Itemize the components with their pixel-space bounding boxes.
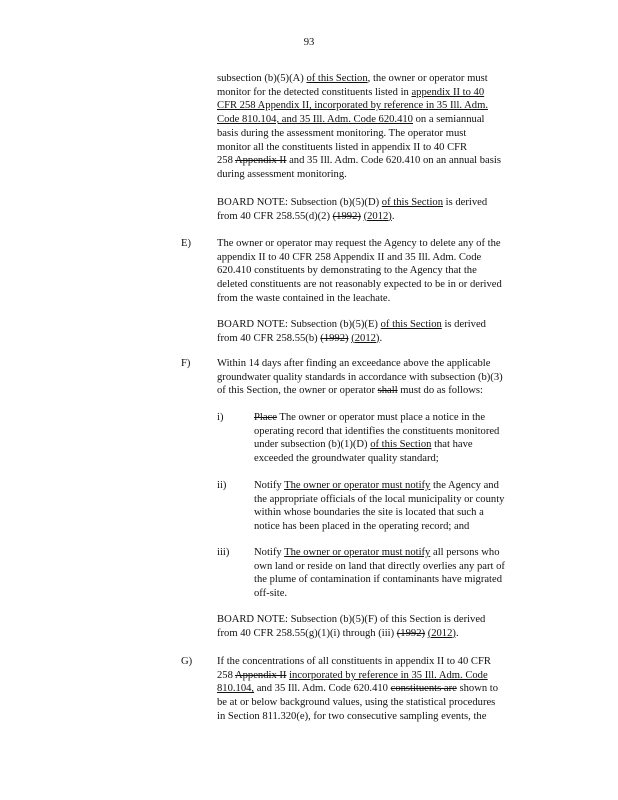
text-line: 258 Appendix II incorporated by reference in 35 Ill. Adm. Code (217, 669, 488, 681)
item-f-text (217, 357, 542, 398)
item-e-label: E) (181, 238, 191, 249)
board-note-3 (217, 613, 542, 640)
text-line: monitor all the constituents listed in appendix II to 40 CFR (217, 141, 468, 153)
text-line: the appropriate officials of the local municipality or county (254, 493, 505, 505)
paragraph-top (217, 72, 542, 182)
text-line: deleted constituents are not reasonably expected to be in or derived (217, 279, 502, 291)
text-line: 810.104, and 35 Ill. Adm. Code 620.410 constituents are shown to (217, 683, 499, 695)
text-line: BOARD NOTE: Subsection (b)(5)(D) of this Section is derived (217, 197, 488, 208)
board-note-1 (217, 196, 542, 223)
sub-ii-label: ii) (217, 480, 227, 491)
item-e-text (217, 237, 542, 306)
text-line: Notify The owner or operator must notify the Agency and (254, 480, 499, 491)
text-line: basis during the assessment monitoring. The operator must (217, 127, 467, 139)
text-line: appendix II to 40 CFR 258 Appendix II and 35 Ill. Adm. Code (217, 251, 482, 263)
text-line: off-site. (254, 588, 288, 600)
text-line: from 40 CFR 258.55(g)(1)(i) through (iii) (1992) (2012). (217, 627, 459, 639)
text-line: monitor for the detected constituents listed in appendix II to 40 (217, 86, 485, 98)
text-line: subsection (b)(5)(A) of this Section, the owner or operator must (217, 73, 488, 84)
text-line: under subsection (b)(1)(D) of this Section that have (254, 439, 473, 451)
text-line: Code 810.104, and 35 Ill. Adm. Code 620.410 on a semiannual (217, 114, 485, 126)
page-number: 93 (303, 37, 315, 48)
sub-i-text (254, 411, 542, 466)
text-line: notice has been placed in the operating record; and (254, 521, 470, 533)
text-line: be at or below background values, using the statistical procedures (217, 697, 496, 709)
text-line: CFR 258 Appendix II, incorporated by reference in 35 Ill. Adm. (217, 100, 488, 112)
text-line: within whose boundaries the site is located that such a (254, 507, 484, 519)
item-f-label: F) (181, 358, 191, 369)
text-line: own land or reside on land that directly overlies any part of (254, 560, 505, 572)
text-line: The owner or operator may request the Agency to delete any of the (217, 238, 501, 249)
text-line: from 40 CFR 258.55(d)(2) (1992) (2012). (217, 210, 395, 222)
text-line: Place The owner or operator must place a notice in the (254, 412, 486, 423)
text-line: of this Section, the owner or operator shall must do as follows: (217, 385, 483, 397)
sub-iii-text (254, 546, 542, 601)
text-line: during assessment monitoring. (217, 168, 347, 180)
text-line: Within 14 days after finding an exceedance above the applicable (217, 358, 491, 369)
text-line: 620.410 constituents by demonstrating to the Agency that the (217, 265, 477, 277)
item-g-text (217, 655, 542, 724)
text-line: from 40 CFR 258.55(b) (1992) (2012). (217, 332, 383, 344)
item-g-label: G) (181, 656, 193, 667)
text-line: BOARD NOTE: Subsection (b)(5)(F) of this Section is derived (217, 614, 486, 625)
text-line: in Section 811.320(e), for two consecutive sampling events, the (217, 710, 487, 722)
text-line: BOARD NOTE: Subsection (b)(5)(E) of this Section is derived (217, 319, 486, 330)
text-line: groundwater quality standards in accordance with subsection (b)(3) (217, 371, 503, 383)
sub-iii-label: iii) (217, 547, 230, 558)
text-line: the plume of contamination if contaminants have migrated (254, 574, 502, 586)
text-line: 258 Appendix II and 35 Ill. Adm. Code 620.410 on an annual basis (217, 155, 501, 167)
sub-i-label: i) (217, 412, 224, 423)
board-note-2 (217, 318, 542, 345)
text-line: If the concentrations of all constituents in appendix II to 40 CFR (217, 656, 491, 667)
text-line: Notify The owner or operator must notify all persons who (254, 547, 500, 558)
text-line: operating record that identifies the constituents monitored (254, 425, 500, 437)
sub-ii-text (254, 479, 542, 534)
text-line: exceeded the groundwater quality standard; (254, 453, 439, 465)
text-line: from the waste contained in the leachate. (217, 292, 391, 304)
